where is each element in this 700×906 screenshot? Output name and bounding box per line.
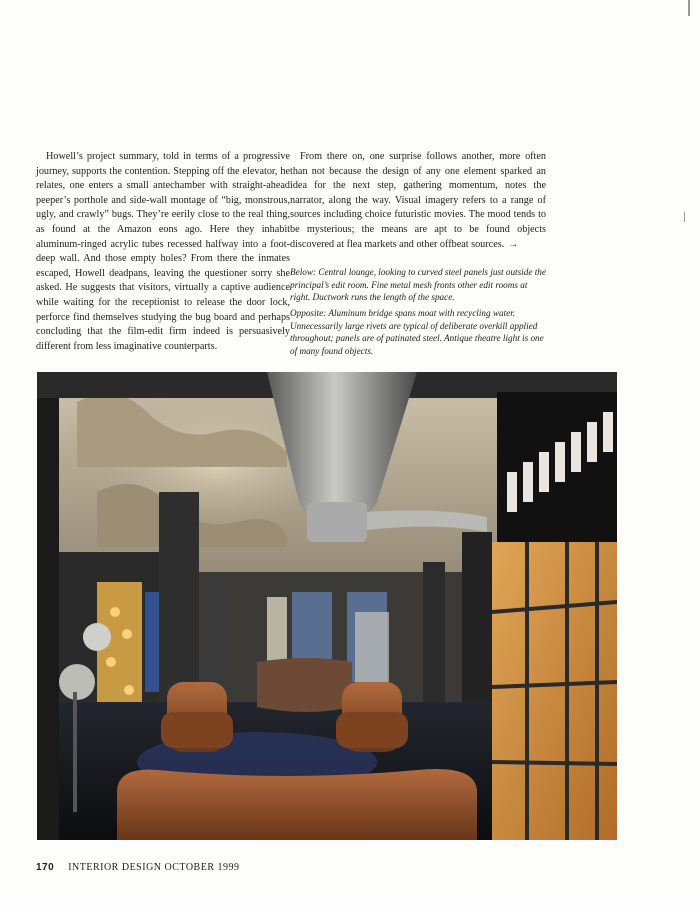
article-column-right [290, 150, 546, 252]
amber-panel-left [97, 582, 142, 722]
body-paragraph [290, 150, 546, 252]
crop-mark [688, 0, 690, 16]
leather-armchair [336, 682, 408, 752]
body-text: From there on, one surprise follows another, more often than not because the design of any one element sparked an idea for the next step, gathering momentum, notes the narrator, along the way. Visual imagery refers to a range of sources including choice futuristic movies. The mood tends to be mysterious; the means are apt to be found objects discovered at flea markets and other offbeat sources. [290, 151, 546, 250]
crop-mark [684, 212, 685, 222]
lounge-photograph [37, 372, 617, 840]
issue-date: OCTOBER 1999 [164, 862, 240, 873]
publication-name: INTERIOR DESIGN [68, 862, 162, 873]
page-footer [36, 862, 240, 873]
article-column-left [36, 150, 290, 354]
curved-sofa [117, 769, 477, 840]
photo-caption-opposite: Opposite: Aluminum bridge spans moat with recycling water. Unnecessarily large rivets are typical of deliberate overkill applied throughout; panels are of patinated steel. Antique theatre light is one of many found objects. [290, 308, 544, 356]
leather-armchair [161, 682, 233, 752]
body-paragraph: Howell’s project summary, told in terms of a progressive journey, supports the contention. Stepping off the elevator, he relates, one enters a small antechamber with straight-ahead peeper’s porthole and side-wall montage of “big, monstrous, ugly, and crawly” bugs. They’re eerily close to the real thing, as found at the Amazon eons ago. Here they inhabit aluminum-ringed acrylic tubes recessed halfway into a foot-deep wall. And those empty holes? From there the inmates escaped, Howell deadpans, leaving the questioner sorry she asked. He suggests that visitors, virtually a captive audience while waiting for the receptionist to release the door lock, perforce find themselves studying the bug board and perhaps concluding that the film-edit firm indeed is persuasively different from less imaginative counterparts. [36, 151, 290, 352]
continue-arrow-icon: → [508, 238, 519, 250]
photo-caption-below: Below: Central lounge, looking to curved steel panels just outside the principal’s edit room. Fine metal mesh fronts other edit rooms at right. Ductwork runs the length of the space. [290, 267, 546, 303]
page-number: 170 [36, 862, 55, 873]
